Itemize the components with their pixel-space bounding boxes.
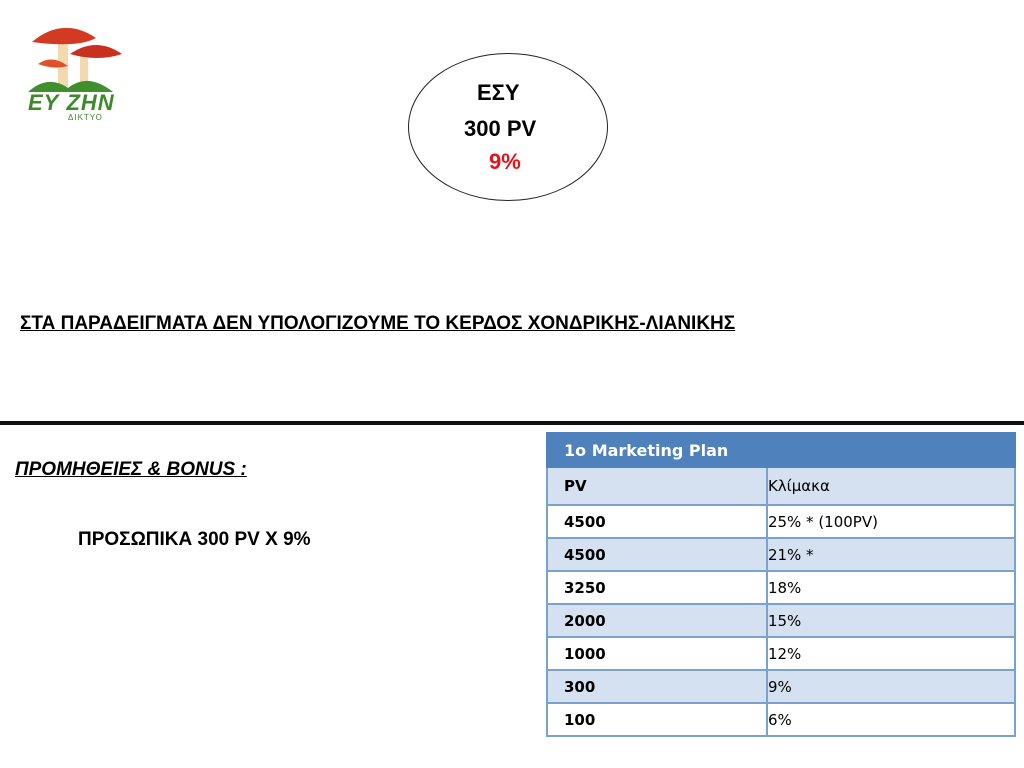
table-row	[547, 571, 1015, 604]
row-scale: 9%	[767, 670, 1015, 703]
mushroom-logo-icon	[18, 14, 138, 94]
logo-name: ΕΥ ΖΗΝ	[28, 90, 115, 115]
logo-subtitle: ΔΙΚΤΥΟ	[68, 113, 103, 122]
table-row	[547, 505, 1015, 538]
table-title-row	[547, 433, 1015, 467]
wholesale-note: ΣΤΑ ΠΑΡΑΔΕΙΓΜΑΤΑ ΔΕΝ ΥΠΟΛΟΓΙΖΟΥΜΕ ΤΟ ΚΕΡΔΟΣ ΧΟΝΔΡΙΚΗΣ-ΛΙΑΝΙΚΗΣ	[20, 313, 736, 334]
table-row	[547, 670, 1015, 703]
row-pv: 100	[547, 703, 767, 736]
section-divider	[0, 421, 1024, 425]
table-title: 1ο Marketing Plan	[547, 433, 1015, 467]
table-row	[547, 538, 1015, 571]
table-row	[547, 703, 1015, 736]
column-header-pv: PV	[547, 467, 767, 505]
row-pv: 4500	[547, 538, 767, 571]
table-header-row	[547, 467, 1015, 505]
row-scale: 21% *	[767, 538, 1015, 571]
row-pv: 2000	[547, 604, 767, 637]
logo	[18, 14, 138, 124]
marketing-plan-table	[546, 432, 1016, 768]
table-row	[547, 604, 1015, 637]
row-scale: 18%	[767, 571, 1015, 604]
row-scale: 25% * (100PV)	[767, 505, 1015, 538]
row-pv: 4500	[547, 505, 767, 538]
row-scale: 15%	[767, 604, 1015, 637]
node-pv: 300 PV	[464, 116, 537, 141]
column-header-scale: Κλίμακα	[767, 467, 1015, 505]
node-title: ΕΣΥ	[477, 80, 520, 105]
node-percent: 9%	[489, 149, 521, 174]
bonus-title: ΠΡΟΜΗΘΕΙΕΣ & BONUS :	[15, 459, 247, 480]
personal-commission: ΠΡΟΣΩΠΙΚΑ 300 PV Χ 9%	[78, 529, 311, 550]
row-pv: 3250	[547, 571, 767, 604]
row-scale: 12%	[767, 637, 1015, 670]
row-pv: 1000	[547, 637, 767, 670]
row-scale: 6%	[767, 703, 1015, 736]
row-pv: 300	[547, 670, 767, 703]
table-row	[547, 637, 1015, 670]
